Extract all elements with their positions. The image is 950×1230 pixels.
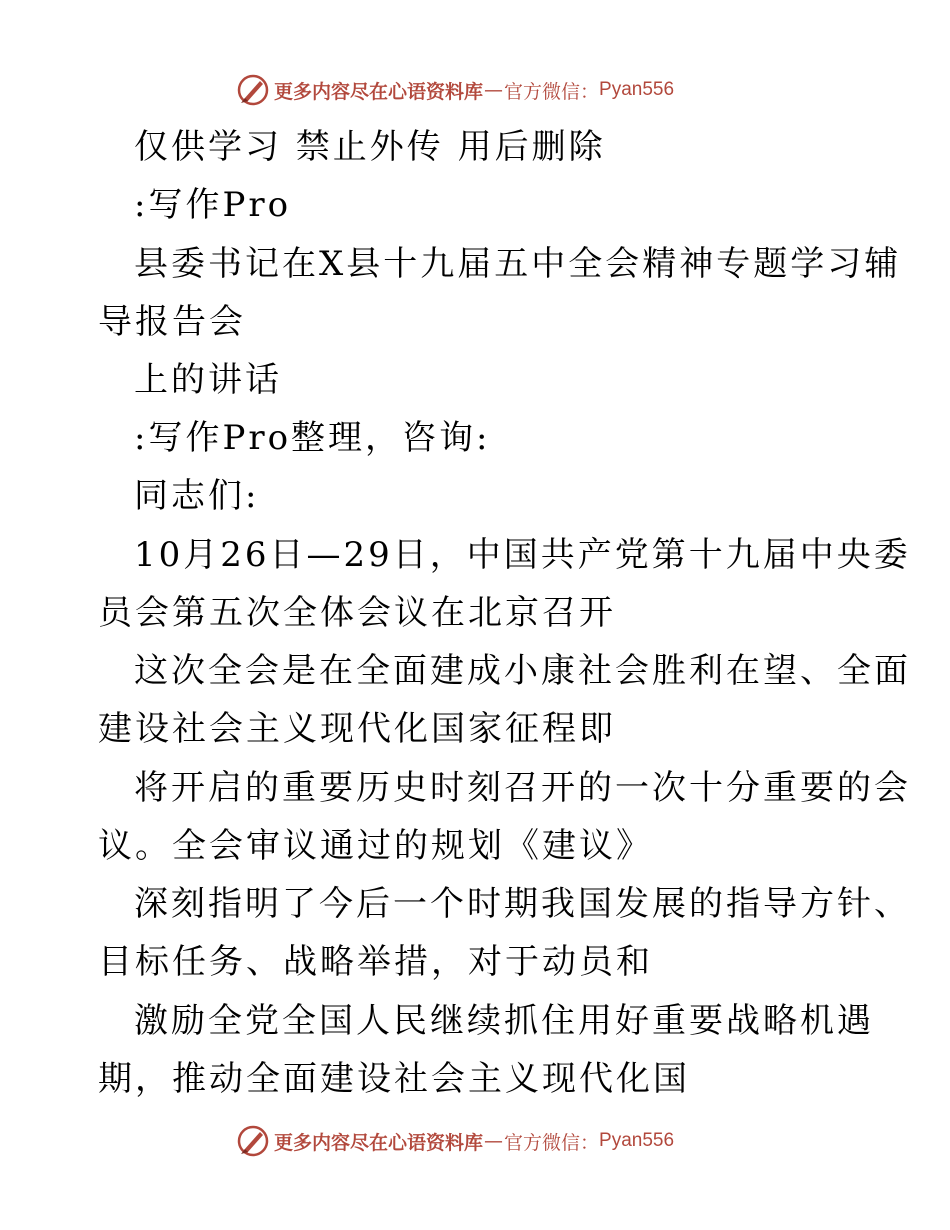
watermark-separator: — <box>484 79 504 101</box>
paragraph-line: 建设社会主义现代化国家征程即 <box>98 709 616 749</box>
paragraph-line: 员会第五次全体会议在北京召开 <box>98 593 616 633</box>
watermark-brand: 更多内容尽在心语资料库 <box>274 80 484 103</box>
watermark-account: Pyan556 <box>599 1130 675 1151</box>
paragraph-line: 10月26日—29日，中国共产党第十九届中央委 <box>134 535 911 575</box>
watermark-separator: — <box>484 1130 504 1152</box>
header-watermark <box>236 72 674 108</box>
paragraph-line: 将开启的重要历史时刻召开的一次十分重要的会 <box>134 768 911 808</box>
paragraph-line: 目标任务、战略举措，对于动员和 <box>98 942 653 982</box>
watermark-brand: 更多内容尽在心语资料库 <box>274 1131 484 1154</box>
watermark-official-label: 官方微信： <box>504 1131 600 1154</box>
paragraph-line: 深刻指明了今后一个时期我国发展的指导方针、 <box>134 884 911 924</box>
paragraph-line: 这次全会是在全面建成小康社会胜利在望、全面 <box>134 651 911 691</box>
salutation-line: 同志们: <box>134 476 260 516</box>
pen-logo-icon <box>236 1124 270 1158</box>
paragraph-line: 期，推动全面建设社会主义现代化国 <box>98 1059 690 1099</box>
watermark-official-label: 官方微信： <box>504 80 600 103</box>
watermark-account: Pyan556 <box>599 79 675 100</box>
title-line-1: 县委书记在X县十九届五中全会精神专题学习辅 <box>134 244 902 284</box>
title-line-2: 导报告会 <box>98 302 246 342</box>
footer-watermark <box>236 1123 674 1159</box>
paragraph-line: 议。全会审议通过的规划《建议》 <box>98 826 653 866</box>
title-line-3: 上的讲话 <box>134 360 282 400</box>
author-line: :写作Pro <box>134 185 292 225</box>
notice-line: 仅供学习 禁止外传 用后删除 <box>134 127 606 167</box>
pen-logo-icon <box>236 73 270 107</box>
editor-line: :写作Pro整理，咨询: <box>134 418 491 458</box>
paragraph-line: 激励全党全国人民继续抓住用好重要战略机遇 <box>134 1001 874 1041</box>
